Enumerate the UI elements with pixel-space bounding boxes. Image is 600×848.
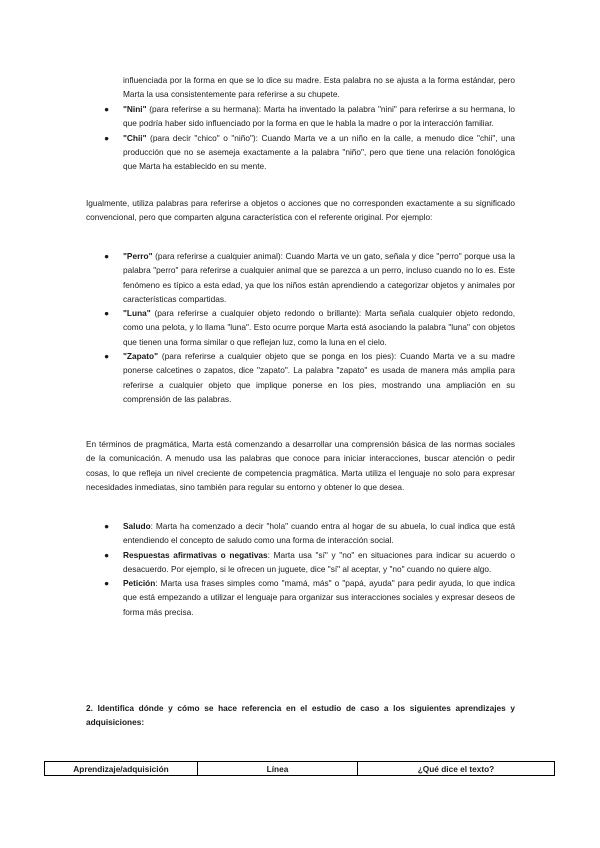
pragmatics-paragraph: En términos de pragmática, Marta está comenzando a desarrollar una comprensión básica de las normas sociales de la comunicación. A menudo usa las palabras que conoce para iniciar interacciones, buscar atención o pedir cosas, lo que refleja un nivel creciente de competencia pragmática. Marta utiliza el lenguaje no solo para expresar necesidades inmediatas, sino también para regular su entorno y obtener lo que desea. <box>86 439 515 492</box>
list-item-text: (para referirse a cualquier objeto redondo o brillante): Marta señala cualquier objeto redondo, como una pelota, y lo llama "luna". Esto ocurre porque Marta está asociando la palabra "luna" con objetos que tienen una forma similar o que reflejan luz, como la luna en el cielo. <box>123 308 515 347</box>
list-item <box>86 249 515 306</box>
list-item-term: "Zapato" <box>123 351 159 362</box>
list-item-term: "Perro" <box>123 251 153 261</box>
list-item-text: : Marta usa frases simples como "mamá, más" o "papá, ayuda" para pedir ayuda, lo que indica que está empezando a utilizar el lenguaje para organizar sus interacciones sociales y expresar deseos de forma más precisa. <box>123 578 515 617</box>
continuation-paragraph: influenciada por la forma en que se lo dice su madre. Esta palabra no se ajusta a la forma estándar, pero Marta la usa consistentemente para referirse a su chupete. <box>123 75 515 100</box>
list-item-text: (para decir "chico" o "niño"): Cuando Marta ve a un niño en la calle, a menudo dice "chii", una producción que no se asemeja exactamente a la palabra "niño", pero que tiene una relación fonológica que Marta ha establecido en su mente. <box>123 132 515 172</box>
bullet-icon: ● <box>104 521 110 531</box>
invented-words-list <box>86 102 515 173</box>
overextension-intro-paragraph: Igualmente, utiliza palabras para referirse a objetos o acciones que no corresponden exactamente a su significado convencional, pero que comparten alguna característica con el referente original. Por ejemplo: <box>86 198 515 223</box>
question-heading: 2. Identifica dónde y cómo se hace referencia en el estudio de caso a los siguientes aprendizajes y adquisiciones: <box>86 703 515 728</box>
table-header-cell: Aprendizaje/adquisición <box>45 762 198 776</box>
bullet-icon: ● <box>104 351 110 362</box>
list-item-text: (para referirse a su hermana): Marta ha inventado la palabra "nini" para referirse a su hermana, lo que podría haber sido influenciado por la forma en que le habla la madre o por la interacción familiar. <box>123 104 515 129</box>
table-header-cell: Línea <box>198 762 358 776</box>
list-item-term: "Chii" <box>123 132 147 143</box>
bullet-icon: ● <box>104 251 110 261</box>
list-item <box>86 519 515 548</box>
list-item-text: : Marta usa "sí" y "no" en situaciones para indicar su acuerdo o desacuerdo. Por ejemplo, si le ofrecen un juguete, dice "sí" al aceptar, y "no" cuando no quiere algo. <box>123 549 516 574</box>
bullet-icon: ● <box>104 104 110 114</box>
bullet-icon: ● <box>104 578 110 589</box>
bullet-icon: ● <box>104 308 110 319</box>
table-header-cell: ¿Qué dice el texto? <box>358 762 555 776</box>
list-item-term: "Luna" <box>123 308 151 319</box>
list-item <box>86 131 515 174</box>
list-item-term: Saludo <box>123 521 151 531</box>
list-item-text: (para referirse a cualquier objeto que se ponga en los pies): Cuando Marta ve a su madre ponerse calcetines o zapatos, dice "zapato". La palabra "zapato" es usada de manera más amplia para referirse a cualquier objeto que implique ponerse en los pies, mostrando una ampliación en su comprensión de las palabras. <box>123 351 515 404</box>
answer-table <box>44 761 555 776</box>
list-item <box>86 306 515 349</box>
list-item-text: : Marta ha comenzado a decir "hola" cuando entra al hogar de su abuela, lo cual indica que está entendiendo el concepto de saludo como una forma de interacción social. <box>123 521 515 546</box>
list-item <box>86 576 515 619</box>
list-item <box>86 349 515 406</box>
list-item <box>86 102 515 131</box>
pragmatics-list <box>86 519 515 619</box>
list-item <box>86 548 515 577</box>
list-item-term: "Nini" <box>123 104 147 114</box>
bullet-icon: ● <box>104 549 110 560</box>
list-item-term: Respuestas afirmativas o negativas <box>123 549 268 560</box>
list-item-term: Petición <box>123 578 156 589</box>
table-header-row <box>45 762 555 776</box>
overextension-list <box>86 249 515 406</box>
bullet-icon: ● <box>104 132 110 143</box>
list-item-text: (para referirse a cualquier animal): Cuando Marta ve un gato, señala y dice "perro" porque usa la palabra "perro" para referirse a cualquier animal que se parezca a un perro, incluso cuando no lo es. Este fenómeno es típico a esta edad, ya que los niños están aprendiendo a categorizar objetos y animales por características compartidas. <box>123 251 515 304</box>
